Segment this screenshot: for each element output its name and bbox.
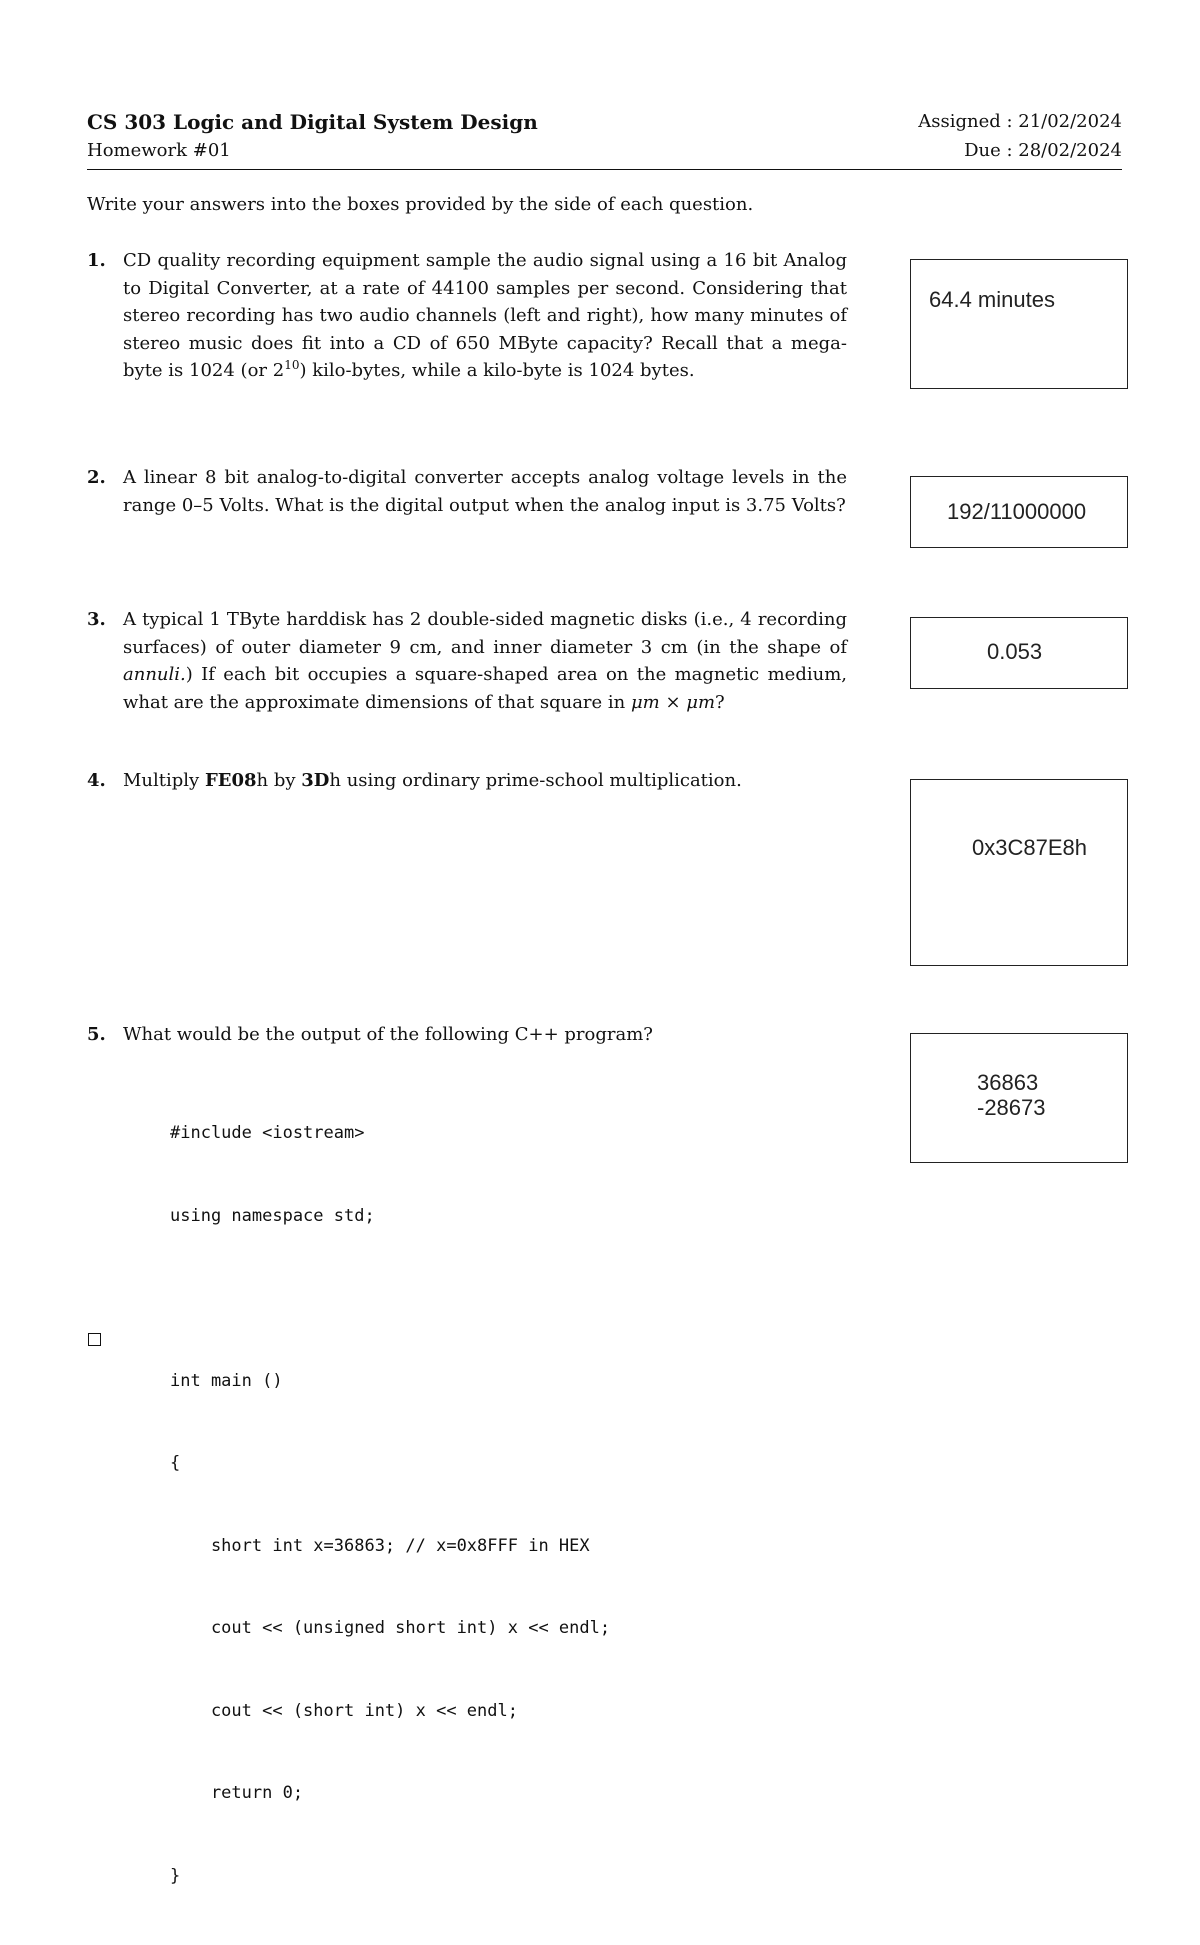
superscript: 10	[284, 358, 300, 372]
question-text	[123, 247, 847, 385]
question-text	[123, 767, 847, 795]
hex-operand: FE08	[204, 770, 257, 791]
homework-label: Homework #01	[87, 140, 231, 161]
code-line: return 0;	[170, 1783, 304, 1803]
question-number: 5.	[87, 1024, 106, 1045]
answer-value: 0x3C87E8h	[972, 835, 1087, 860]
question-4	[87, 767, 847, 795]
question-number: 2.	[87, 467, 106, 488]
code-line: short int x=36863; // x=0x8FFF in HEX	[170, 1535, 590, 1556]
answer-box-3[interactable]	[910, 617, 1128, 689]
assigned-date: Assigned : 21/02/2024	[918, 111, 1122, 132]
question-text-part: A typical 1 TByte harddisk has 2 double-sided magnetic disks (i.e., 4 recording surfaces) of outer diameter 9 cm, and inner diameter 3 cm (in the shape of	[123, 609, 847, 658]
code-line: using namespace std;	[170, 1205, 375, 1226]
question-2	[87, 464, 847, 519]
answer-line: -28673	[977, 1095, 1046, 1120]
question-number: 4.	[87, 770, 106, 791]
answer-line: 36863	[977, 1070, 1039, 1095]
code-line: cout << (unsigned short int) x << endl;	[170, 1618, 611, 1638]
answer-box-2[interactable]	[910, 476, 1128, 548]
code-line: int main ()	[170, 1370, 283, 1391]
answer-box-5[interactable]	[910, 1033, 1128, 1163]
end-of-proof-square	[88, 1333, 101, 1346]
due-date: Due : 28/02/2024	[964, 140, 1122, 161]
italic-term: annuli.	[123, 664, 186, 685]
question-text-part: Multiply	[123, 770, 205, 791]
answer-value: 192/11000000	[947, 499, 1087, 524]
course-title: CS 303 Logic and Digital System Design	[87, 110, 538, 134]
code-line: {	[170, 1453, 181, 1473]
question-text-part: ) If each bit occupies a square-shaped area on the magnetic medium, what are the approximate dimensions of that square in	[123, 664, 847, 713]
question-1	[87, 247, 847, 385]
hex-operand: 3D	[301, 770, 330, 791]
code-line	[170, 1285, 610, 1313]
question-3	[87, 606, 847, 716]
header-divider	[87, 169, 1122, 170]
code-line: cout << (short int) x << endl;	[170, 1700, 518, 1721]
question-text-part: CD quality recording equipment sample the audio signal using a 16 bit Analog to Digital Converter, at a rate of 44100 samples per second. Considering that stereo recording has two audio channels (left and right), how many minutes of stereo music does fit into a CD of 650 MByte capacity? Recall that a mega-byte is 1024 (or 2	[123, 250, 847, 381]
question-text-part: ?	[715, 691, 725, 713]
unit-expression: μm × μm	[630, 691, 716, 713]
code-line: }	[170, 1865, 181, 1886]
question-5	[87, 1021, 847, 1049]
question-text: A linear 8 bit analog-to-digital converter accepts analog voltage levels in the range 0–5 Volts. What is the digital output when the analog input is 3.75 Volts?	[123, 467, 847, 516]
instructions: Write your answers into the boxes provided by the side of each question.	[87, 194, 754, 215]
question-number: 3.	[87, 609, 106, 630]
code-line: #include <iostream>	[170, 1123, 365, 1143]
question-number: 1.	[87, 250, 106, 271]
answer-box-4[interactable]	[910, 779, 1128, 966]
code-block	[170, 1065, 610, 1945]
question-text: What would be the output of the following C++ program?	[123, 1024, 653, 1045]
question-text-part: h using ordinary prime-school multiplication.	[329, 770, 742, 791]
question-text-part: ) kilo-bytes, while a kilo-byte is 1024 bytes.	[299, 360, 695, 381]
answer-value: 0.053	[987, 639, 1043, 664]
question-text-part: h by	[256, 770, 302, 791]
question-text	[123, 606, 847, 716]
answer-value: 64.4 minutes	[929, 287, 1055, 312]
answer-box-1[interactable]	[910, 259, 1128, 389]
